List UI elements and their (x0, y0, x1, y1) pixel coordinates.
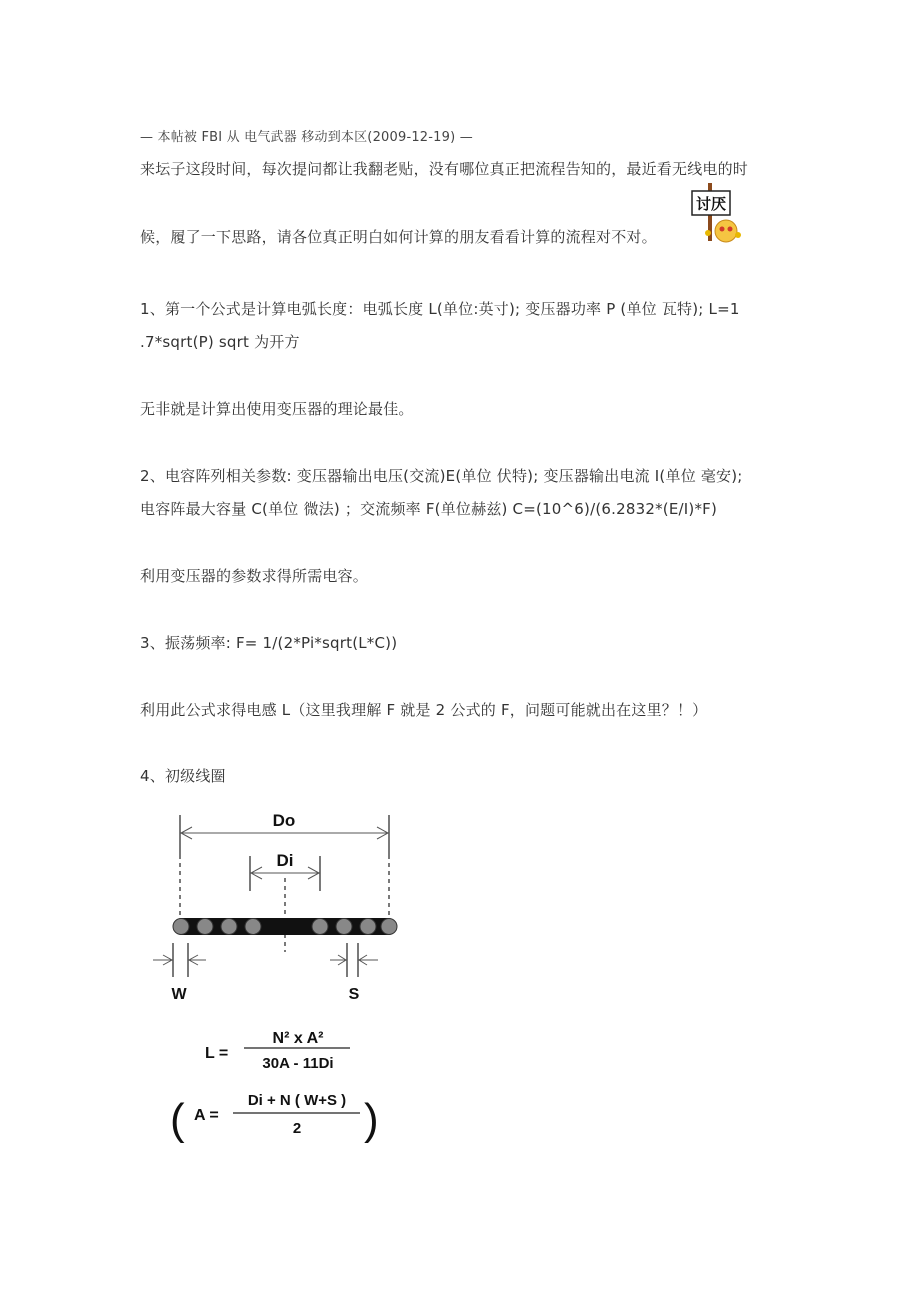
primary-coil-diagram (140, 800, 420, 1160)
step2-line-1: 2、电容阵列相关参数: 变压器输出电压(交流)E(单位 伏特); 变压器输出电流 I(单位 毫安); (140, 467, 743, 485)
sign-emoticon-icon (690, 183, 752, 243)
formula-a-lhs: A = (194, 1107, 219, 1124)
step1-line-1: 1、第一个公式是计算电弧长度：电弧长度 L(单位:英寸); 变压器功率 P (单位 瓦特); L=1 (140, 300, 740, 318)
step2-note: 利用变压器的参数求得所需电容。 (140, 567, 369, 585)
formula-l-lhs: L = (205, 1045, 229, 1062)
intro-line-1: 来坛子这段时间，每次提问都让我翻老贴，没有哪位真正把流程告知的，最近看无线电的时 (140, 160, 749, 178)
formula-l-denominator: 30A - 11Di (262, 1055, 334, 1072)
moved-notice: — 本帖被 FBI 从 电气武器 移动到本区(2009-12-19) — (140, 130, 473, 145)
open-paren: ( (170, 1095, 185, 1144)
label-w: W (171, 986, 187, 1003)
label-s: S (348, 986, 360, 1003)
close-paren: ) (364, 1095, 379, 1144)
step3-line: 3、振荡频率: F= 1/(2*Pi*sqrt(L*C)) (140, 634, 398, 652)
formula-a-denominator: 2 (292, 1120, 302, 1137)
formula-l-numerator: N² x A² (272, 1030, 324, 1047)
step2-line-2: 电容阵最大容量 C(单位 微法) ；交流频率 F(单位赫兹) C=(10^6)/(6.2832*(E/I)*F) (140, 500, 718, 518)
label-di: Di (276, 851, 294, 870)
step3-note: 利用此公式求得电感 L（这里我理解 F 就是 2 公式的 F，问题可能就出在这里？！） (140, 701, 708, 719)
step1-line-2: .7*sqrt(P) sqrt 为开方 (140, 333, 300, 351)
step4-title: 4、初级线圈 (140, 767, 226, 785)
intro-line-2: 候，履了一下思路，请各位真正明白如何计算的朋友看看计算的流程对不对。 (140, 228, 657, 246)
label-do: Do (272, 811, 296, 830)
step1-note: 无非就是计算出使用变压器的理论最佳。 (140, 400, 414, 418)
formula-a-numerator: Di + N ( W+S ) (247, 1092, 347, 1109)
sign-text: 讨厌 (695, 195, 727, 213)
